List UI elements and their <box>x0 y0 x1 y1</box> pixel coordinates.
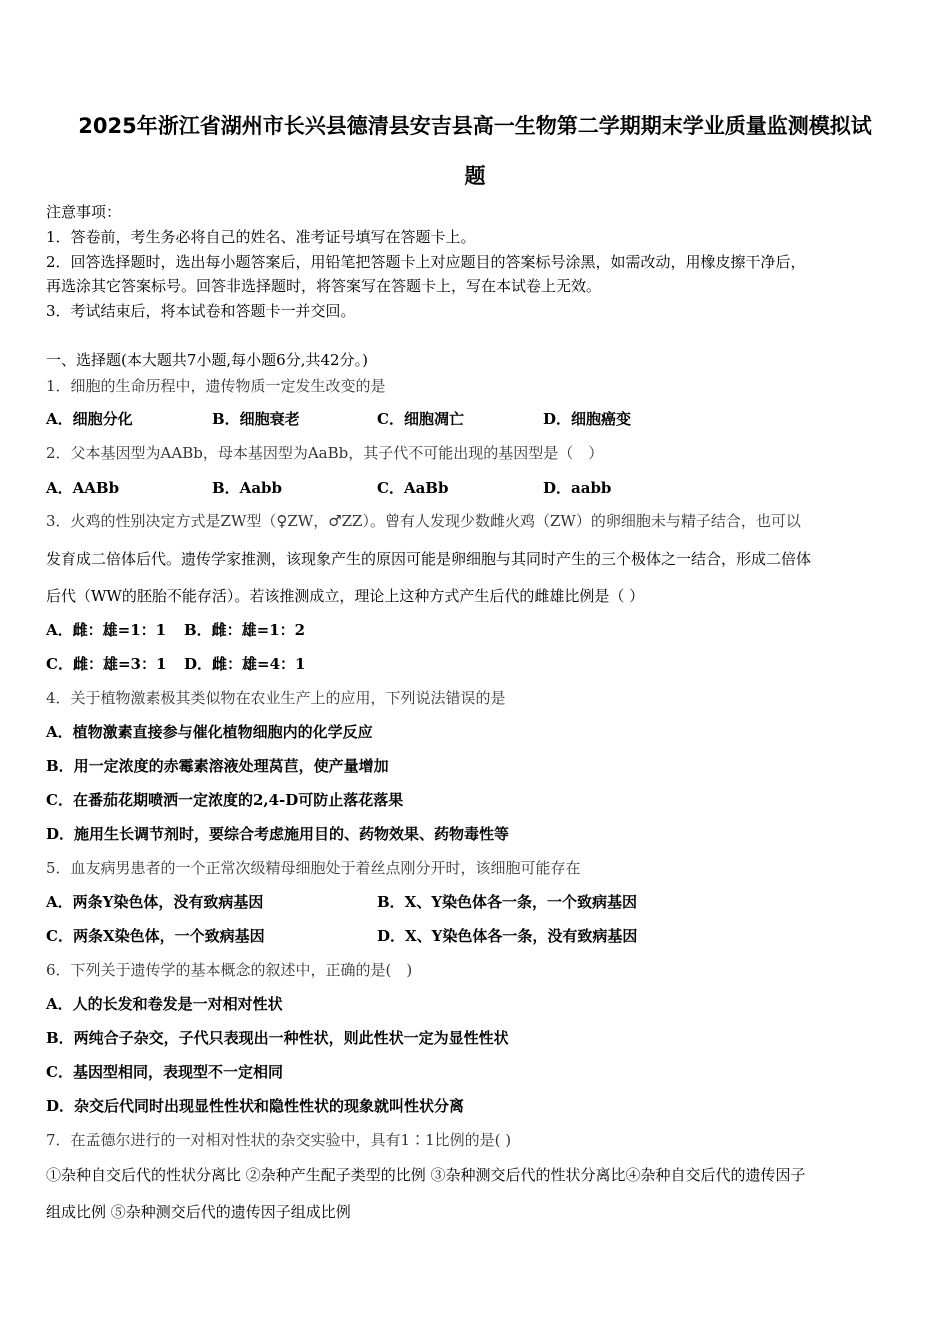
question-3-option-a: A．雌：雄=1：1 <box>46 621 167 639</box>
question-1-option-c: C．细胞凋亡 <box>377 410 464 428</box>
question-3-option-d: D．雌：雄=4：1 <box>184 655 306 673</box>
question-1-option-d: D．细胞癌变 <box>543 410 632 428</box>
question-7-stem-line-1: 7．在孟德尔进行的一对相对性状的杂交实验中，具有1∶1比例的是( ) <box>46 1131 512 1149</box>
question-3-option-c: C．雌：雄=3：1 <box>46 655 167 673</box>
page-title-line-1: 2025年浙江省湖州市长兴县德清县安吉县高一生物第二学期期末学业质量监测模拟试 <box>78 114 872 138</box>
question-5-option-d: D．X、Y染色体各一条，没有致病基因 <box>377 927 638 945</box>
question-2-option-d: D．aabb <box>543 479 612 497</box>
question-6-option-a: A．人的长发和卷发是一对相对性状 <box>46 995 283 1013</box>
question-1-stem: 1．细胞的生命历程中，遗传物质一定发生改变的是 <box>46 377 386 395</box>
notice-heading: 注意事项： <box>46 203 122 221</box>
question-5-option-c: C．两条X染色体，一个致病基因 <box>46 927 265 945</box>
question-5-stem: 5．血友病男患者的一个正常次级精母细胞处于着丝点刚分开时，该细胞可能存在 <box>46 859 581 877</box>
question-5-option-b: B．X、Y染色体各一条，一个致病基因 <box>377 893 638 911</box>
question-5-option-a: A．两条Y染色体，没有致病基因 <box>46 893 264 911</box>
question-4-option-c: C．在番茄花期喷洒一定浓度的2,4-D可防止落花落果 <box>46 791 404 809</box>
question-2-stem: 2．父本基因型为AABb，母本基因型为AaBb，其子代不可能出现的基因型是（ ） <box>46 444 604 462</box>
question-4-option-b: B．用一定浓度的赤霉素溶液处理莴苣，使产量增加 <box>46 757 389 775</box>
question-4-option-d: D．施用生长调节剂时，要综合考虑施用目的、药物效果、药物毒性等 <box>46 825 510 843</box>
question-6-option-c: C．基因型相同，表现型不一定相同 <box>46 1063 283 1081</box>
question-2-option-b: B．Aabb <box>212 479 283 497</box>
question-6-option-b: B．两纯合子杂交，子代只表现出一种性状，则此性状一定为显性性状 <box>46 1029 509 1047</box>
question-1-option-a: A．细胞分化 <box>46 410 133 428</box>
notice-item: 1．答卷前，考生务必将自己的姓名、准考证号填写在答题卡上。 <box>46 228 476 246</box>
question-3-option-b: B．雌：雄=1：2 <box>184 621 306 639</box>
question-3-stem-line-1: 3．火鸡的性别决定方式是ZW型（♀ZW，♂ZZ）。曾有人发现少数雌火鸡（ZW）的卵细胞未与精子结合，也可以 <box>46 512 801 530</box>
question-3-stem-line-3: 后代（WW的胚胎不能存活）。若该推测成立，理论上这种方式产生后代的雌雄比例是（ ） <box>46 587 645 605</box>
notice-item: 2．回答选择题时，选出每小题答案后，用铅笔把答题卡上对应题目的答案标号涂黑，如需改动，用橡皮擦干净后， <box>46 253 806 271</box>
question-3-stem-line-2: 发育成二倍体后代。遗传学家推测，该现象产生的原因可能是卵细胞与其同时产生的三个极体之一结合，形成二倍体 <box>46 550 812 568</box>
question-2-option-a: A．AABb <box>46 479 120 497</box>
question-4-stem: 4．关于植物激素极其类似物在农业生产上的应用，下列说法错误的是 <box>46 689 506 707</box>
question-1-option-b: B．细胞衰老 <box>212 410 300 428</box>
question-7-stem-line-3: 组成比例 ⑤杂种测交后代的遗传因子组成比例 <box>46 1203 351 1221</box>
question-2-option-c: C．AaBb <box>377 479 449 497</box>
question-6-option-d: D．杂交后代同时出现显性性状和隐性性状的现象就叫性状分离 <box>46 1097 465 1115</box>
question-4-option-a: A．植物激素直接参与催化植物细胞内的化学反应 <box>46 723 373 741</box>
page-title-line-2: 题 <box>464 164 486 188</box>
section-heading: 一、选择题(本大题共7小题,每小题6分,共42分。) <box>46 351 368 369</box>
notice-item: 3．考试结束后，将本试卷和答题卡一并交回。 <box>46 302 356 320</box>
question-7-stem-line-2: ①杂种自交后代的性状分离比 ②杂种产生配子类型的比例 ③杂种测交后代的性状分离比④杂种自交后代的遗传因子 <box>46 1166 806 1184</box>
notice-item: 再选涂其它答案标号。回答非选择题时，将答案写在答题卡上，写在本试卷上无效。 <box>46 277 602 295</box>
question-6-stem: 6．下列关于遗传学的基本概念的叙述中，正确的是( ) <box>46 961 413 979</box>
